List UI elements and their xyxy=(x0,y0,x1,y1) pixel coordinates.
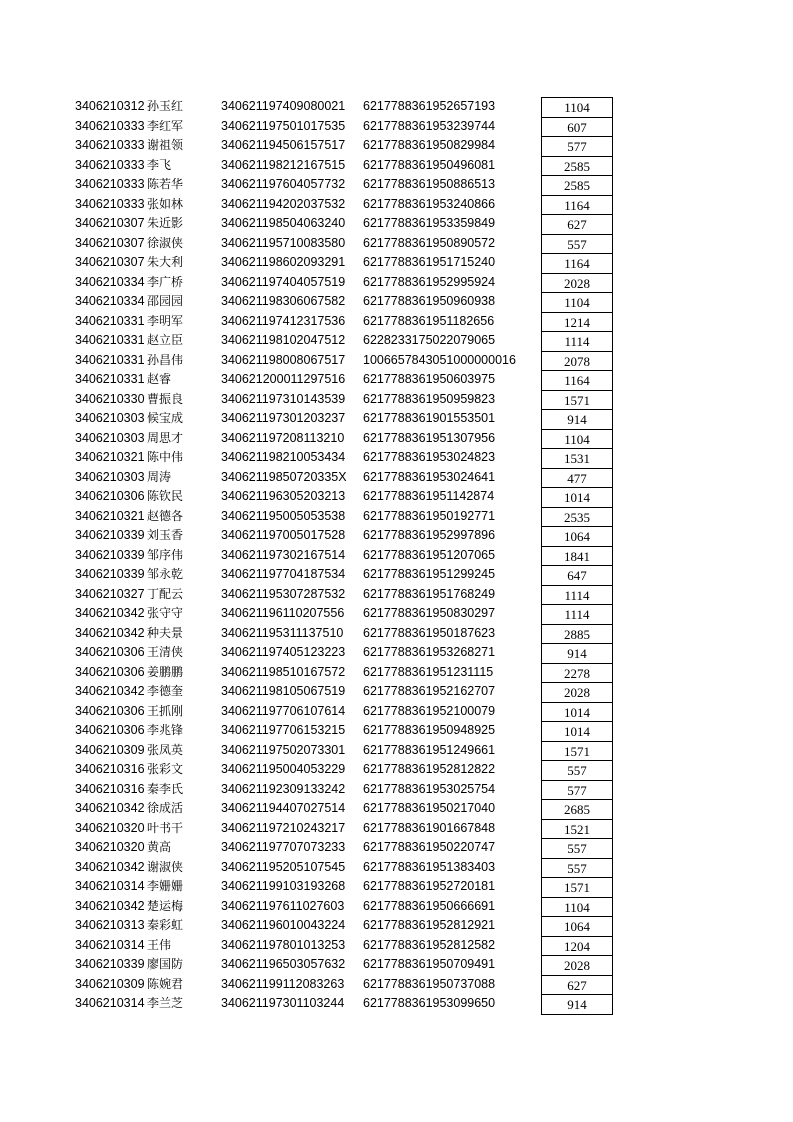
card-number-cell: 6217788361952812822 xyxy=(363,762,496,776)
code-cell: 3406210303 xyxy=(75,430,145,445)
id-number-cell: 340621197706153215 xyxy=(221,723,346,737)
name-cell: 王清侠 xyxy=(147,645,184,659)
table-row xyxy=(0,663,793,683)
amount-cell: 2585 xyxy=(541,156,613,176)
name-cell: 徐淑侠 xyxy=(147,235,184,250)
amount-cell: 557 xyxy=(541,760,613,780)
code-cell: 3406210306 xyxy=(75,723,145,737)
code-cell: 3406210342 xyxy=(75,801,145,815)
table-row xyxy=(0,429,793,449)
card-number-cell: 6217788361950709491 xyxy=(363,957,496,971)
id-number-cell: 340621197210243217 xyxy=(221,820,346,835)
amount-cell: 627 xyxy=(541,214,613,234)
code-cell: 3406210312 xyxy=(75,99,145,113)
amount-cell: 557 xyxy=(541,838,613,858)
table-row xyxy=(0,507,793,527)
name-cell: 谢淑侠 xyxy=(147,859,184,874)
card-number-cell: 6217788361950603975 xyxy=(363,372,496,386)
id-number-cell: 340621195307287532 xyxy=(221,586,346,601)
card-number-cell: 6217788361951231115 xyxy=(363,664,494,679)
name-cell: 徐成活 xyxy=(147,801,184,815)
card-number-cell: 6217788361952812582 xyxy=(363,937,496,952)
code-cell: 3406210320 xyxy=(75,840,145,854)
table-row xyxy=(0,234,793,254)
name-cell: 赵睿 xyxy=(147,372,172,386)
card-number-cell: 6217788361953268271 xyxy=(363,645,496,659)
code-cell: 3406210327 xyxy=(75,586,145,601)
name-cell: 张彩文 xyxy=(147,762,184,776)
table-row xyxy=(0,702,793,722)
code-cell: 3406210333 xyxy=(75,138,145,152)
id-number-cell: 340621195311137510 xyxy=(221,625,344,640)
name-cell: 王抓刚 xyxy=(147,703,184,718)
card-number-cell: 6217788361950830297 xyxy=(363,606,496,620)
name-cell: 邹序伟 xyxy=(147,547,184,562)
table-row xyxy=(0,214,793,234)
code-cell: 3406210307 xyxy=(75,255,145,269)
card-number-cell: 6217788361950187623 xyxy=(363,625,496,640)
amount-cell: 1114 xyxy=(541,331,613,351)
table-row xyxy=(0,838,793,858)
amount-cell: 1104 xyxy=(541,292,613,312)
card-number-cell: 6217788361952997896 xyxy=(363,528,496,542)
name-cell: 赵德各 xyxy=(147,508,184,523)
amount-cell: 1204 xyxy=(541,936,613,956)
amount-cell: 1214 xyxy=(541,312,613,332)
table-row xyxy=(0,819,793,839)
name-cell: 陈若华 xyxy=(147,177,184,191)
table-row xyxy=(0,936,793,956)
code-cell: 3406210307 xyxy=(75,216,145,230)
card-number-cell: 6217788361950959823 xyxy=(363,391,496,406)
table-row xyxy=(0,136,793,156)
card-number-cell: 6217788361950220747 xyxy=(363,840,496,854)
amount-cell: 1571 xyxy=(541,877,613,897)
id-number-cell: 340621197412317536 xyxy=(221,313,346,328)
card-number-cell: 6217788361951299245 xyxy=(363,567,496,581)
table-row xyxy=(0,916,793,936)
code-cell: 3406210330 xyxy=(75,391,145,406)
id-number-cell: 340621197404057519 xyxy=(221,274,346,289)
name-cell: 周思才 xyxy=(147,430,184,445)
amount-cell: 2535 xyxy=(541,507,613,527)
card-number-cell: 6228233175022079065 xyxy=(363,333,496,347)
id-number-cell: 340621198306067582 xyxy=(221,294,346,308)
card-number-cell: 6217788361953024823 xyxy=(363,450,496,464)
card-number-cell: 6217788361950217040 xyxy=(363,801,496,815)
card-number-cell: 6217788361953025754 xyxy=(363,781,496,796)
id-number-cell: 340621197706107614 xyxy=(221,703,346,718)
amount-cell: 1164 xyxy=(541,253,613,273)
id-number-cell: 340621197501017535 xyxy=(221,118,346,133)
amount-cell: 1014 xyxy=(541,487,613,507)
id-number-cell: 34062119850720335X xyxy=(221,469,347,484)
code-cell: 3406210334 xyxy=(75,294,145,308)
table-row xyxy=(0,409,793,429)
name-cell: 朱近影 xyxy=(147,216,184,230)
name-cell: 李红军 xyxy=(147,118,184,133)
id-number-cell: 340621197005017528 xyxy=(221,528,346,542)
code-cell: 3406210333 xyxy=(75,118,145,133)
code-cell: 3406210339 xyxy=(75,547,145,562)
id-number-cell: 340621197302167514 xyxy=(221,547,346,562)
table-row xyxy=(0,604,793,624)
amount-cell: 1521 xyxy=(541,819,613,839)
id-number-cell: 340621196110207556 xyxy=(221,606,345,620)
id-number-cell: 340621197301103244 xyxy=(221,996,345,1010)
table-row xyxy=(0,390,793,410)
amount-cell: 1014 xyxy=(541,702,613,722)
name-cell: 曹振良 xyxy=(147,391,184,406)
code-cell: 3406210342 xyxy=(75,606,145,620)
id-number-cell: 340621198210053434 xyxy=(221,450,346,464)
card-number-cell: 6217788361950948925 xyxy=(363,723,496,737)
table-row xyxy=(0,273,793,293)
id-number-cell: 340621197604057732 xyxy=(221,177,346,191)
amount-cell: 607 xyxy=(541,117,613,137)
name-cell: 孙玉红 xyxy=(147,99,184,113)
name-cell: 陈婉君 xyxy=(147,976,184,991)
amount-cell: 1064 xyxy=(541,526,613,546)
name-cell: 朱大利 xyxy=(147,255,184,269)
amount-cell: 1114 xyxy=(541,604,613,624)
table-row xyxy=(0,312,793,332)
card-number-cell: 6217788361951142874 xyxy=(363,489,495,503)
id-number-cell: 340621197611027603 xyxy=(221,898,345,913)
code-cell: 3406210303 xyxy=(75,469,145,484)
code-cell: 3406210306 xyxy=(75,645,145,659)
card-number-cell: 6217788361950829984 xyxy=(363,138,496,152)
table-row xyxy=(0,117,793,137)
name-cell: 廖国防 xyxy=(147,957,184,971)
amount-cell: 2278 xyxy=(541,663,613,683)
code-cell: 3406210339 xyxy=(75,957,145,971)
code-cell: 3406210314 xyxy=(75,879,145,893)
card-number-cell: 6217788361953024641 xyxy=(363,469,496,484)
name-cell: 楚运梅 xyxy=(147,898,184,913)
amount-cell: 557 xyxy=(541,234,613,254)
code-cell: 3406210333 xyxy=(75,157,145,172)
code-cell: 3406210339 xyxy=(75,567,145,581)
code-cell: 3406210309 xyxy=(75,742,145,757)
card-number-cell: 6217788361953240866 xyxy=(363,196,496,211)
card-number-cell: 6217788361950666691 xyxy=(363,898,496,913)
table-row xyxy=(0,468,793,488)
id-number-cell: 340621195005053538 xyxy=(221,508,346,523)
table-row xyxy=(0,195,793,215)
id-number-cell: 340621198602093291 xyxy=(221,255,346,269)
name-cell: 李姗姗 xyxy=(147,879,184,893)
table-row xyxy=(0,370,793,390)
amount-cell: 1531 xyxy=(541,448,613,468)
card-number-cell: 6217788361951182656 xyxy=(363,313,495,328)
name-cell: 丁配云 xyxy=(147,586,184,601)
table-row xyxy=(0,975,793,995)
card-number-cell: 6217788361953099650 xyxy=(363,996,496,1010)
amount-cell: 914 xyxy=(541,409,613,429)
id-number-cell: 340621195004053229 xyxy=(221,762,346,776)
id-number-cell: 340621194202037532 xyxy=(221,196,346,211)
id-number-cell: 340621197707073233 xyxy=(221,840,346,854)
name-cell: 陈钦民 xyxy=(147,489,184,503)
card-number-cell: 6217788361951383403 xyxy=(363,859,496,874)
table-row xyxy=(0,175,793,195)
card-number-cell: 6217788361952162707 xyxy=(363,684,496,698)
name-cell: 候宝成 xyxy=(147,411,184,425)
card-number-cell: 6217788361953239744 xyxy=(363,118,496,133)
id-number-cell: 340621197704187534 xyxy=(221,567,346,581)
card-number-cell: 6217788361901667848 xyxy=(363,820,496,835)
card-number-cell: 6217788361952812921 xyxy=(363,918,496,932)
name-cell: 邹永乾 xyxy=(147,567,184,581)
id-number-cell: 340621197310143539 xyxy=(221,391,346,406)
card-number-cell: 1006657843051000000016 xyxy=(363,352,516,367)
card-number-cell: 6217788361950960938 xyxy=(363,294,496,308)
code-cell: 3406210342 xyxy=(75,625,145,640)
table-row xyxy=(0,682,793,702)
table-row xyxy=(0,585,793,605)
code-cell: 3406210307 xyxy=(75,235,145,250)
amount-cell: 477 xyxy=(541,468,613,488)
amount-cell: 1064 xyxy=(541,916,613,936)
card-number-cell: 6217788361950192771 xyxy=(363,508,496,523)
name-cell: 李德奎 xyxy=(147,684,184,698)
name-cell: 张如林 xyxy=(147,196,184,211)
table-row xyxy=(0,292,793,312)
code-cell: 3406210331 xyxy=(75,372,145,386)
id-number-cell: 340621194506157517 xyxy=(221,138,346,152)
name-cell: 秦李氏 xyxy=(147,781,184,796)
name-cell: 刘玉香 xyxy=(147,528,184,542)
id-number-cell: 340621197801013253 xyxy=(221,937,346,952)
id-number-cell: 340621194407027514 xyxy=(221,801,346,815)
card-number-cell: 6217788361953359849 xyxy=(363,216,496,230)
table-row xyxy=(0,721,793,741)
card-number-cell: 6217788361952995924 xyxy=(363,274,496,289)
id-number-cell: 340621200011297516 xyxy=(221,372,346,386)
code-cell: 3406210339 xyxy=(75,528,145,542)
id-number-cell: 340621196503057632 xyxy=(221,957,346,971)
card-number-cell: 6217788361951715240 xyxy=(363,255,496,269)
table-row xyxy=(0,643,793,663)
id-number-cell: 340621198504063240 xyxy=(221,216,346,230)
code-cell: 3406210331 xyxy=(75,352,145,367)
id-number-cell: 340621196010043224 xyxy=(221,918,346,932)
id-number-cell: 340621199103193268 xyxy=(221,879,346,893)
card-number-cell: 6217788361952100079 xyxy=(363,703,496,718)
table-row xyxy=(0,624,793,644)
name-cell: 张守守 xyxy=(147,606,184,620)
code-cell: 3406210306 xyxy=(75,489,145,503)
id-number-cell: 340621198105067519 xyxy=(221,684,346,698)
id-number-cell: 340621197301203237 xyxy=(221,411,346,425)
amount-cell: 1164 xyxy=(541,195,613,215)
code-cell: 3406210303 xyxy=(75,411,145,425)
card-number-cell: 6217788361952657193 xyxy=(363,99,496,113)
id-number-cell: 340621192309133242 xyxy=(221,781,346,796)
amount-cell: 627 xyxy=(541,975,613,995)
name-cell: 赵立臣 xyxy=(147,333,184,347)
code-cell: 3406210314 xyxy=(75,996,145,1010)
table-row xyxy=(0,97,793,117)
code-cell: 3406210333 xyxy=(75,177,145,191)
amount-cell: 557 xyxy=(541,858,613,878)
name-cell: 周涛 xyxy=(147,469,172,484)
id-number-cell: 340621197409080021 xyxy=(221,99,346,113)
id-number-cell: 340621198510167572 xyxy=(221,664,346,679)
id-number-cell: 340621196305203213 xyxy=(221,489,346,503)
name-cell: 李广桥 xyxy=(147,274,184,289)
table-row xyxy=(0,799,793,819)
id-number-cell: 340621197208113210 xyxy=(221,430,345,445)
code-cell: 3406210316 xyxy=(75,762,145,776)
name-cell: 种夫景 xyxy=(147,625,184,640)
amount-cell: 2585 xyxy=(541,175,613,195)
amount-cell: 2078 xyxy=(541,351,613,371)
amount-cell: 1104 xyxy=(541,897,613,917)
code-cell: 3406210316 xyxy=(75,781,145,796)
amount-cell: 647 xyxy=(541,565,613,585)
code-cell: 3406210320 xyxy=(75,820,145,835)
id-number-cell: 340621198008067517 xyxy=(221,352,346,367)
amount-cell: 1571 xyxy=(541,390,613,410)
code-cell: 3406210342 xyxy=(75,859,145,874)
amount-cell: 914 xyxy=(541,994,613,1015)
code-cell: 3406210331 xyxy=(75,313,145,328)
code-cell: 3406210314 xyxy=(75,937,145,952)
name-cell: 李兆锋 xyxy=(147,723,184,737)
id-number-cell: 340621197502073301 xyxy=(221,742,346,757)
spreadsheet-table xyxy=(0,97,793,1014)
id-number-cell: 340621197405123223 xyxy=(221,645,346,659)
table-row xyxy=(0,351,793,371)
amount-cell: 577 xyxy=(541,780,613,800)
code-cell: 3406210333 xyxy=(75,196,145,211)
amount-cell: 1104 xyxy=(541,429,613,449)
table-row xyxy=(0,448,793,468)
table-row xyxy=(0,487,793,507)
code-cell: 3406210321 xyxy=(75,450,145,464)
card-number-cell: 6217788361950890572 xyxy=(363,235,496,250)
card-number-cell: 6217788361950496081 xyxy=(363,157,496,172)
card-number-cell: 6217788361901553501 xyxy=(363,411,496,425)
card-number-cell: 6217788361951307956 xyxy=(363,430,496,445)
amount-cell: 577 xyxy=(541,136,613,156)
card-number-cell: 6217788361950737088 xyxy=(363,976,496,991)
id-number-cell: 340621195710083580 xyxy=(221,235,346,250)
amount-cell: 1104 xyxy=(541,97,613,117)
table-row xyxy=(0,955,793,975)
table-row xyxy=(0,156,793,176)
name-cell: 秦彩虹 xyxy=(147,918,184,932)
id-number-cell: 340621198102047512 xyxy=(221,333,346,347)
card-number-cell: 6217788361950886513 xyxy=(363,177,496,191)
amount-cell: 2028 xyxy=(541,273,613,293)
card-number-cell: 6217788361951768249 xyxy=(363,586,496,601)
table-row xyxy=(0,877,793,897)
table-row xyxy=(0,253,793,273)
id-number-cell: 340621199112083263 xyxy=(221,976,345,991)
name-cell: 邵园园 xyxy=(147,294,184,308)
amount-cell: 2685 xyxy=(541,799,613,819)
code-cell: 3406210321 xyxy=(75,508,145,523)
table-row xyxy=(0,994,793,1014)
table-row xyxy=(0,760,793,780)
amount-cell: 1164 xyxy=(541,370,613,390)
code-cell: 3406210309 xyxy=(75,976,145,991)
id-number-cell: 340621198212167515 xyxy=(221,157,346,172)
amount-cell: 1114 xyxy=(541,585,613,605)
code-cell: 3406210313 xyxy=(75,918,145,932)
name-cell: 王伟 xyxy=(147,937,172,952)
name-cell: 张凤英 xyxy=(147,742,184,757)
amount-cell: 2028 xyxy=(541,955,613,975)
amount-cell: 1841 xyxy=(541,546,613,566)
code-cell: 3406210334 xyxy=(75,274,145,289)
id-number-cell: 340621195205107545 xyxy=(221,859,346,874)
table-row xyxy=(0,858,793,878)
card-number-cell: 6217788361951249661 xyxy=(363,742,496,757)
code-cell: 3406210342 xyxy=(75,684,145,698)
name-cell: 李兰芝 xyxy=(147,996,184,1010)
card-number-cell: 6217788361951207065 xyxy=(363,547,496,562)
table-row xyxy=(0,546,793,566)
name-cell: 李明军 xyxy=(147,313,184,328)
name-cell: 谢祖领 xyxy=(147,138,184,152)
name-cell: 叶书干 xyxy=(147,820,184,835)
name-cell: 李飞 xyxy=(147,157,172,172)
code-cell: 3406210306 xyxy=(75,664,145,679)
amount-cell: 1014 xyxy=(541,721,613,741)
code-cell: 3406210306 xyxy=(75,703,145,718)
name-cell: 孙昌伟 xyxy=(147,352,184,367)
table-row xyxy=(0,565,793,585)
table-row xyxy=(0,526,793,546)
name-cell: 黄高 xyxy=(147,840,172,854)
name-cell: 陈中伟 xyxy=(147,450,184,464)
table-row xyxy=(0,741,793,761)
amount-cell: 2028 xyxy=(541,682,613,702)
table-row xyxy=(0,331,793,351)
table-row xyxy=(0,780,793,800)
card-number-cell: 6217788361952720181 xyxy=(363,879,496,893)
amount-cell: 2885 xyxy=(541,624,613,644)
amount-cell: 914 xyxy=(541,643,613,663)
name-cell: 姜鹏鹏 xyxy=(147,664,184,679)
code-cell: 3406210342 xyxy=(75,898,145,913)
code-cell: 3406210331 xyxy=(75,333,145,347)
amount-cell: 1571 xyxy=(541,741,613,761)
table-row xyxy=(0,897,793,917)
